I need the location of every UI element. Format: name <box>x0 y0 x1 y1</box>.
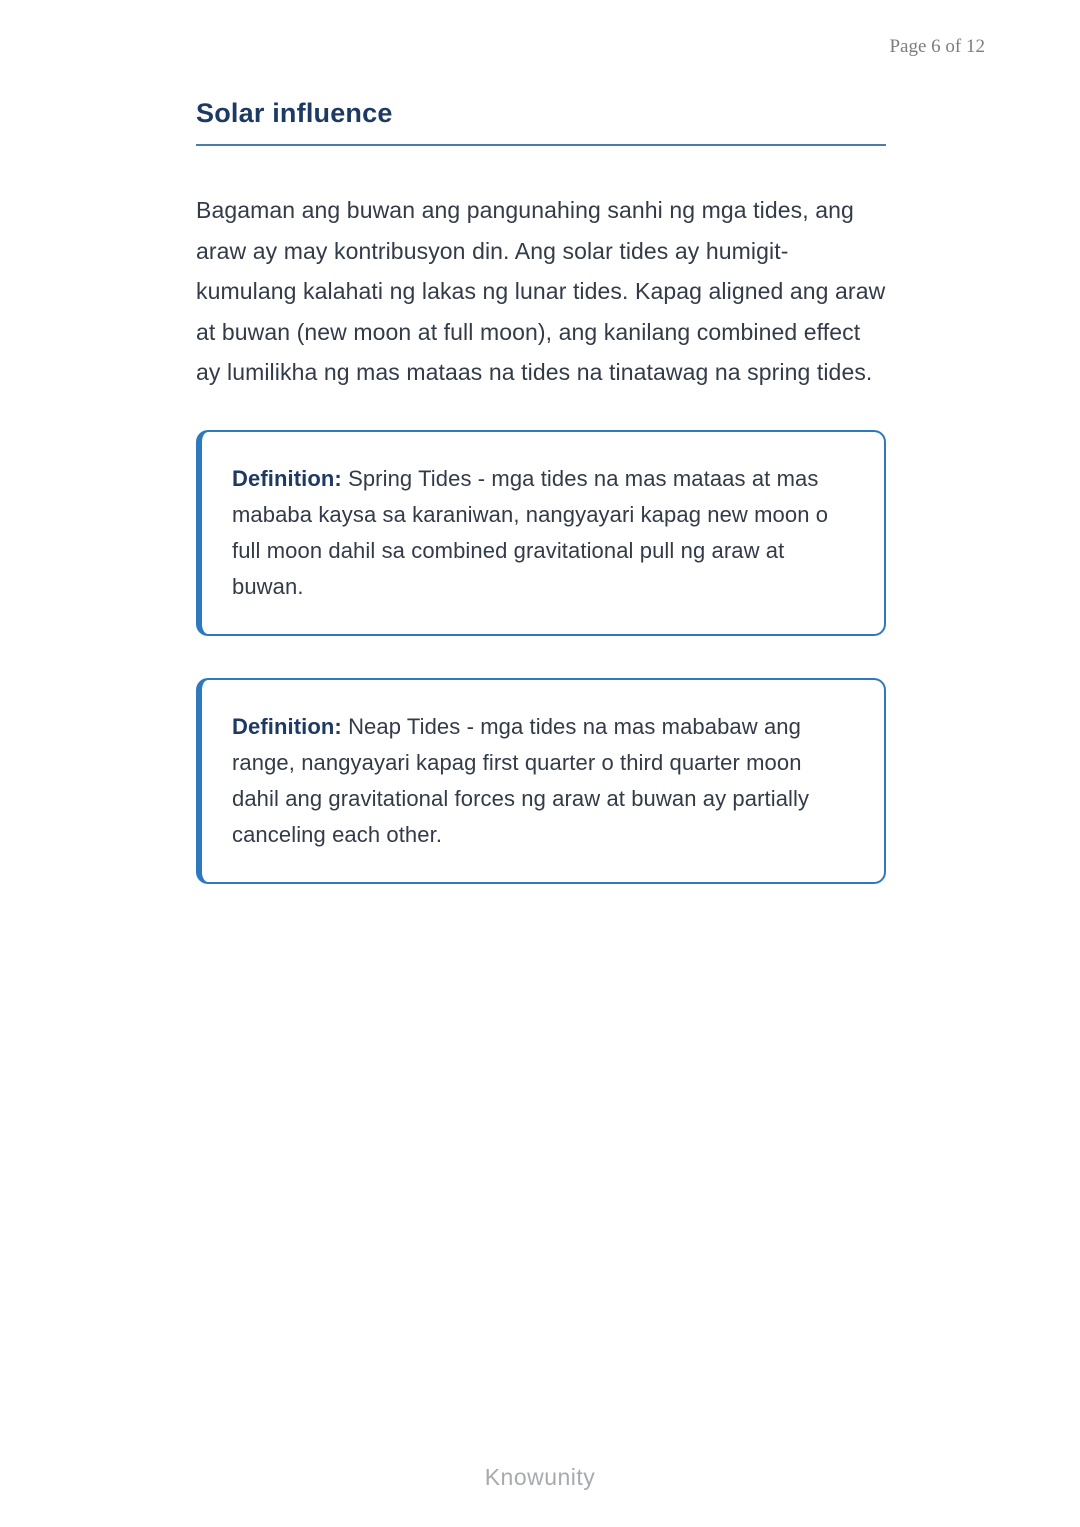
definition-label: Definition: <box>232 465 342 491</box>
footer-brand: Knowunity <box>484 1464 596 1490</box>
definition-box-neap-tides <box>196 678 886 884</box>
definition-text <box>232 709 850 853</box>
content-area <box>196 96 886 884</box>
definition-body: Neap Tides - mga tides na mas mababaw ang range, nangyayari kapag first quarter o third quarter moon dahil ang gravitational forces ng araw at buwan ay partially canceling each other. <box>232 713 810 847</box>
definition-box-spring-tides <box>196 430 886 636</box>
body-paragraph: Bagaman ang buwan ang pangunahing sanhi ng mga tides, ang araw ay may kontribusyon din. Ang solar tides ay humigit-kumulang kalahati ng lakas ng lunar tides. Kapag aligned ang araw at buwan (new moon at full moon), ang kanilang combined effect ay lumilikha ng mas mataas na tides na tinatawag na spring tides. <box>196 197 886 385</box>
definition-body: Spring Tides - mga tides na mas mataas at mas mababa kaysa sa karaniwan, nangyayari kapag new moon o full moon dahil sa combined gravitational pull ng araw at buwan. <box>232 465 829 599</box>
section-heading: Solar influence <box>196 96 886 146</box>
page-number: Page 6 of 12 <box>889 36 985 57</box>
definition-label: Definition: <box>232 713 342 739</box>
definition-text <box>232 461 850 605</box>
